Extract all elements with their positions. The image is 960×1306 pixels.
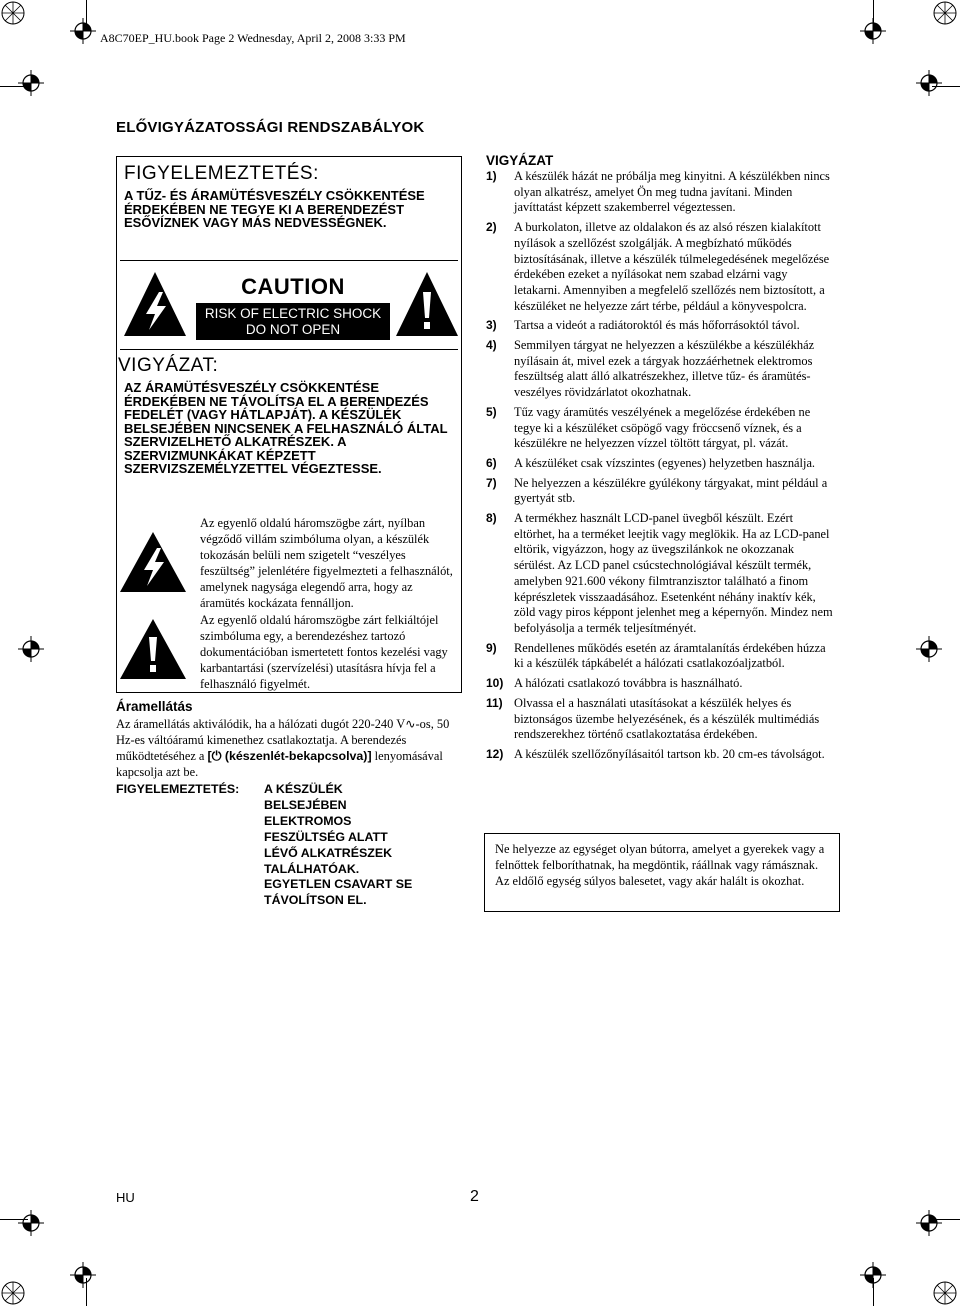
- item-text: Tartsa a videót a radiátoroktól és más hőforrásoktól távol.: [514, 318, 800, 333]
- power-text-part2: -os, 50 Hz-es váltóáramú kimenethez csatlakoztatja. A berendezés működtetéséhez a: [116, 717, 450, 763]
- crosshair-icon: [18, 1210, 44, 1236]
- tip-over-note: Ne helyezze az egységet olyan bútorra, amelyet a gyerekek vagy a felnőttek felboríthatnak, ha megdöntik, ráállnak vagy rámásznak. Az eldőlő egység súlyos balesetet, vagy akár halált is okozhat.: [484, 833, 840, 912]
- item-text: Semmilyen tárgyat ne helyezzen a készülékbe a készülékház nyílásain át, mivel ezek a tárgyak hozzáérhetnek elektromos feszültség alatt álló alkatrészekhez, illetve tűz- és áramütés-veszélyes rövidzárlatot okozhatnak.: [514, 338, 815, 400]
- lightning-triangle-icon: [122, 270, 188, 338]
- crosshair-icon: [916, 636, 942, 662]
- crosshair-icon: [860, 1262, 886, 1288]
- item-number: 2): [486, 220, 497, 235]
- caution-bar: [196, 303, 390, 340]
- page-title: ELŐVIGYÁZATOSSÁGI RENDSZABÁLYOK: [116, 119, 425, 136]
- item-text: A termékhez használt LCD-panel üvegből készült. Ezért eltörhet, ha a terméket leejtik vagy meglökik. Ha az LCD-panel eltörik, vigyázzon, hogy az üvegszilánkok ne okozzanak sérülést. Az LCD panel csúcstechnológiával készült termék, amelyben 921.600 vékony filmtranzisztor található a finom képrészletek visszaadásához. Esetenként néhány inaktív kék, zöld vagy piros képpont jelenhet meg a képernyőn. Mindez nem befolyásolja a termék teljesítményét.: [514, 511, 833, 635]
- item-number: 11): [486, 695, 503, 710]
- warning-text: A TŰZ- ÉS ÁRAMÜTÉSVESZÉLY CSÖKKENTÉSE ÉRDEKÉBEN NE TEGYE KI A BERENDEZÉST ESŐVÍZNEK VAGY MÁS NEDVESSÉGNEK.: [124, 188, 425, 230]
- registration-mark-icon: [0, 1280, 26, 1306]
- bottom-warning-line: TÁVOLÍTSON EL.: [264, 893, 367, 908]
- registration-mark-icon: [932, 0, 958, 26]
- caution-line1: RISK OF ELECTRIC SHOCK: [204, 306, 382, 321]
- item-text: Rendellenes működés esetén az áramtalanítás érdekében húzza ki a készülék tápkábelét a hálózati csatlakozóaljzatból.: [514, 640, 826, 671]
- power-text-part3: lenyomásával kapcsolja azt be.: [116, 749, 443, 779]
- precautions-list: [486, 169, 836, 767]
- list-item: [486, 511, 836, 637]
- bottom-warning-line: A KÉSZÜLÉK: [264, 782, 343, 796]
- list-item: [486, 456, 836, 472]
- standby-button-label: [⏻ (készenlét-bekapcsolva)]: [207, 749, 372, 763]
- item-text: A készülék szellőzőnyílásaitól tartson kb. 20 cm-es távolságot.: [514, 746, 825, 761]
- crosshair-icon: [18, 636, 44, 662]
- warning-title: FIGYELEMEZTETÉS:: [124, 163, 319, 184]
- bottom-warning-line: EGYETLEN CSAVART SE: [264, 877, 413, 892]
- crosshair-icon: [916, 70, 942, 96]
- item-text: A burkolaton, illetve az oldalakon és az alsó részen kialakított nyílások a szellőzést szolgálják. A megbízható működés biztosításának, illetve a készülék túlmelegedésének megelőzése érdekében ezeket a nyílásokat nem szabad elzárni vagy letakarni. Amennyiben a megfelelő szellőzés nem biztosított, a készüléket ne helyezze zárt térbe, például a könyvespolcra.: [514, 220, 830, 313]
- bottom-warning-line: LÉVŐ ALKATRÉSZEK: [264, 845, 393, 860]
- crosshair-icon: [70, 18, 96, 44]
- vigyazat-title: VIGYÁZAT:: [118, 355, 219, 376]
- item-text: Olvassa el a használati utasításokat a készülék helyes és biztonságos üzembe helyezésének, és a készülék multimédiás rendszerekhez történő csatlakoztatása érdekében.: [514, 695, 820, 742]
- book-header-info: A8C70EP_HU.book Page 2 Wednesday, April 2, 2008 3:33 PM: [100, 31, 406, 45]
- item-number: 12): [486, 746, 504, 761]
- bottom-warning-line: FESZÜLTSÉG ALATT: [264, 829, 388, 844]
- bottom-warning-label: FIGYELEMEZTETÉS:: [116, 782, 240, 796]
- item-number: 5): [486, 404, 497, 419]
- list-item: [486, 318, 836, 334]
- item-number: 10): [486, 676, 504, 691]
- list-item: [486, 676, 836, 692]
- item-text: A hálózati csatlakozó továbbra is használható.: [514, 676, 743, 691]
- list-item: [486, 220, 836, 314]
- item-number: 8): [486, 511, 497, 526]
- vigyazat-text: AZ ÁRAMÜTÉSVESZÉLY CSÖKKENTÉSE ÉRDEKÉBEN NE TÁVOLÍTSA EL A BERENDEZÉS FEDELÉT (VAGY HÁTLAPJÁT). A KÉSZÜLÉK BELSEJÉBEN NINCSENEK A FELHASZNÁLÓ ÁLTAL SZERVIZELHETŐ ALKATRÉSZEK. A SZERVIZMUNKÁKAT KÉPZETT SZERVIZSZEMÉLYZETTEL VÉGEZTESSE.: [124, 380, 448, 476]
- item-number: 7): [486, 475, 497, 490]
- page-number: 2: [470, 1188, 479, 1205]
- item-text: Ne helyezzen a készülékre gyúlékony tárgyakat, mint például a gyertyát stb.: [514, 475, 828, 506]
- list-item: [486, 641, 836, 672]
- item-number: 3): [486, 318, 497, 333]
- lightning-triangle-icon: [118, 530, 188, 594]
- registration-mark-icon: [932, 1280, 958, 1306]
- bottom-warning-text: [264, 782, 412, 909]
- power-text-part1: Az áramellátás aktiválódik, ha a hálózati dugót 220-240 V: [116, 717, 406, 731]
- item-number: 9): [486, 640, 497, 655]
- list-item: [486, 338, 836, 401]
- item-number: 6): [486, 455, 497, 470]
- lightning-symbol-description: Az egyenlő oldalú háromszögbe zárt, nyílban végződő villám szimbóluma olyan, a készülék tokozásán belüli nem szigetelt “veszélyes feszültség” jelenlétére figyelmezteti a felhasználót, amelynek nagysága elegendő arra, hogy az áramütés kockázata fennálljon.: [200, 516, 453, 610]
- crosshair-icon: [70, 1262, 96, 1288]
- caution-word: CAUTION: [241, 274, 345, 299]
- crosshair-icon: [860, 18, 886, 44]
- language-code: HU: [116, 1190, 135, 1205]
- right-column-heading: VIGYÁZAT: [486, 153, 554, 168]
- item-text: A készülék házát ne próbálja meg kinyitni. A készülékben nincs olyan alkatrész, amelyet Ön meg tudna javítani. Minden javíttatást képzett szakemberrel végeztessen.: [514, 169, 830, 215]
- list-item: [486, 747, 836, 763]
- item-text: Tűz vagy áramütés veszélyének a megelőzése érdekében ne tegye ki a készüléket csöpögő vagy fröccsenő víznek, és a készülékre ne helyezzen vízzel töltött tárgyat, pl. vázát.: [514, 404, 811, 451]
- item-text: A készüléket csak vízszintes (egyenes) helyzetben használja.: [514, 455, 816, 470]
- item-number: 1): [486, 169, 497, 183]
- exclamation-symbol-description: Az egyenlő oldalú háromszögbe zárt felkiáltójel szimbóluma egy, a berendezéshez tartozó dokumentációban ismertetett fontos kezelési vagy karbantartási (szervízelési) utasításra hívja fel a felhasználó figyelmét.: [200, 613, 448, 691]
- item-number: 4): [486, 338, 497, 353]
- exclamation-triangle-icon: [118, 617, 188, 681]
- list-item: [486, 405, 836, 452]
- crosshair-icon: [18, 70, 44, 96]
- list-item: [486, 696, 836, 743]
- bottom-warning-line: TALÁLHATÓAK.: [264, 861, 360, 876]
- caution-line2: DO NOT OPEN: [245, 322, 341, 337]
- power-heading: Áramellátás: [116, 699, 193, 714]
- list-item: [486, 476, 836, 507]
- crosshair-icon: [916, 1210, 942, 1236]
- power-text: [116, 716, 464, 780]
- exclamation-triangle-icon: [394, 270, 460, 338]
- list-item: [486, 169, 836, 216]
- bottom-warning-line: ELEKTROMOS: [264, 813, 352, 828]
- ac-symbol: ∿: [405, 717, 416, 731]
- bottom-warning-line: BELSEJÉBEN: [264, 797, 347, 812]
- registration-mark-icon: [0, 0, 26, 26]
